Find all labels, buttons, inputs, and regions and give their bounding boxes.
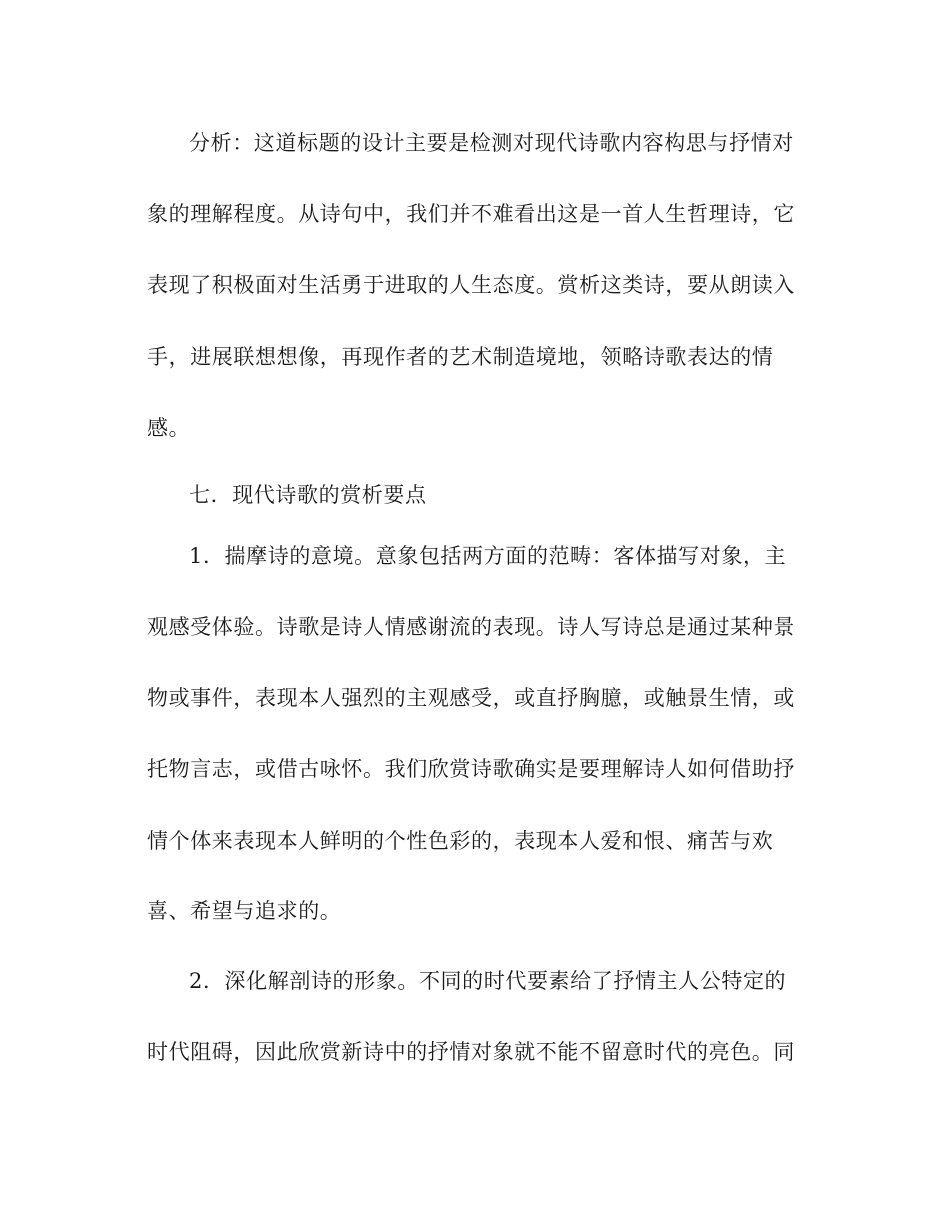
point-1-line-4: 托物言志，或借古咏怀。我们欣赏诗歌确实是要理解诗人如何借助抒	[147, 757, 795, 781]
point-1-line-5: 情个体来表现本人鲜明的个性色彩的，表现本人爱和恨、痛苦与欢	[147, 829, 774, 853]
point-1-line-3: 物或事件，表现本人强烈的主观感受，或直抒胸臆，或触景生情，或	[147, 686, 795, 710]
point-1-line-1: 1．揣摩诗的意境。意象包括两方面的范畴：客体描写对象，主	[189, 544, 787, 568]
analysis-line-2: 象的理解程度。从诗句中，我们并不难看出这是一首人生哲理诗，它	[147, 202, 795, 226]
analysis-line-5: 感。	[147, 416, 191, 440]
point-2-line-1: 2．深化解剖诗的形象。不同的时代要素给了抒情主人公特定的	[189, 969, 787, 993]
point-1-line-6: 喜、希望与追求的。	[147, 899, 342, 923]
analysis-line-4: 手，进展联想想像，再现作者的艺术制造境地，领略诗歌表达的情	[147, 345, 774, 369]
analysis-line-1: 分析：这道标题的设计主要是检测对现代诗歌内容构思与抒情对	[189, 131, 794, 155]
point-2-line-2: 时代阻碍，因此欣赏新诗中的抒情对象就不能不留意时代的亮色。同	[147, 1040, 795, 1064]
section-heading: 七．现代诗歌的赏析要点	[189, 483, 427, 507]
analysis-line-3: 表现了积极面对生活勇于进取的人生态度。赏析这类诗，要从朗读入	[147, 273, 795, 297]
point-1-line-2: 观感受体验。诗歌是诗人情感谢流的表现。诗人写诗总是通过某种景	[147, 615, 795, 639]
